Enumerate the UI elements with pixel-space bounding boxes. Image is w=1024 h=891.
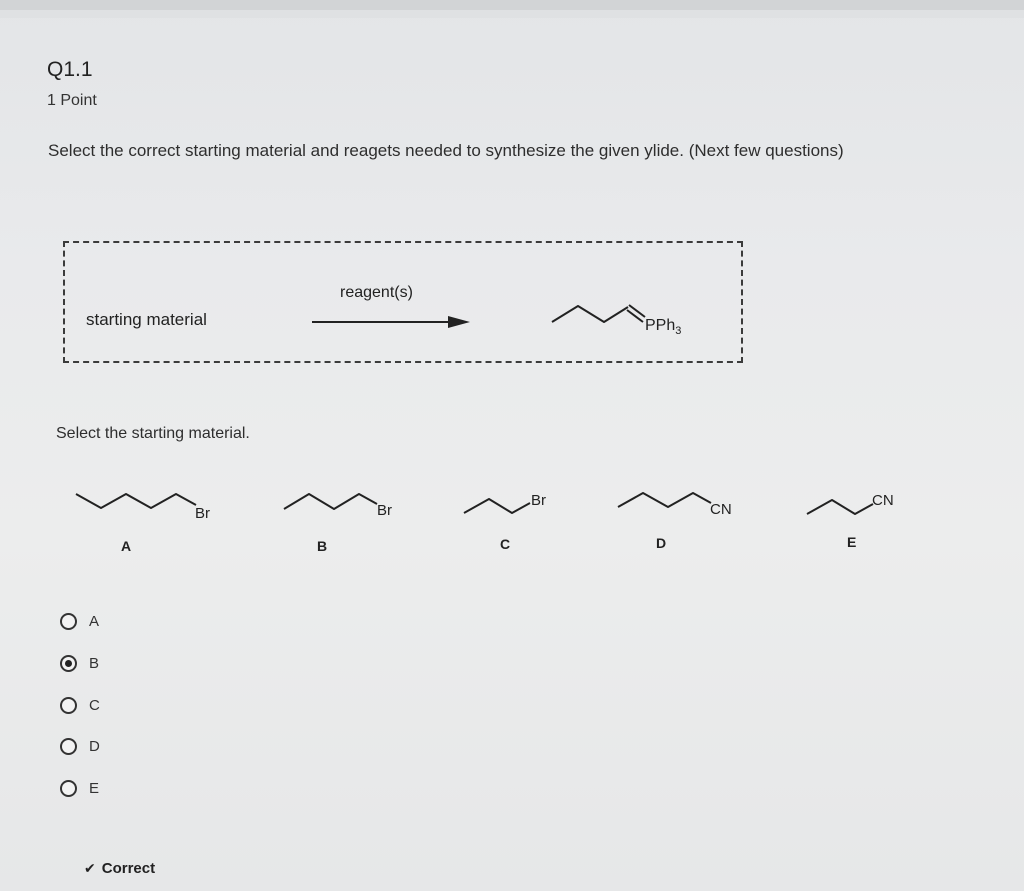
reagent-label: reagent(s) bbox=[340, 284, 413, 301]
feedback-label: Correct bbox=[101, 860, 156, 877]
option-b[interactable] bbox=[60, 652, 99, 674]
structure-e bbox=[807, 500, 873, 514]
question-points: 1 Point bbox=[47, 92, 97, 109]
question-prompt: Select the correct starting material and reagets needed to synthesize the given ylide. (Next few questions) bbox=[48, 141, 844, 160]
option-a[interactable] bbox=[60, 610, 99, 632]
feedback-correct bbox=[84, 860, 155, 877]
structure-d-group: CN bbox=[710, 501, 732, 518]
top-bar-shadow bbox=[0, 10, 1024, 18]
structure-a-group: Br bbox=[195, 505, 210, 522]
structure-e-letter: E bbox=[847, 534, 857, 550]
option-c[interactable] bbox=[60, 694, 100, 716]
structure-c-group: Br bbox=[531, 492, 546, 509]
starting-material-label: starting material bbox=[86, 310, 207, 329]
radio-button-selected[interactable] bbox=[60, 655, 77, 672]
structure-a-letter: A bbox=[121, 538, 132, 554]
structure-a bbox=[76, 494, 196, 508]
option-label: E bbox=[89, 779, 100, 797]
option-e[interactable] bbox=[60, 777, 99, 799]
check-icon: ✔ bbox=[84, 860, 96, 876]
structure-c bbox=[464, 499, 530, 513]
question-number: Q1.1 bbox=[47, 58, 93, 81]
radio-button[interactable] bbox=[60, 738, 77, 755]
structure-e-group: CN bbox=[872, 492, 894, 509]
radio-button[interactable] bbox=[60, 613, 77, 630]
structure-d bbox=[618, 493, 711, 507]
radio-button[interactable] bbox=[60, 697, 77, 714]
structure-b-group: Br bbox=[377, 502, 392, 519]
top-bar bbox=[0, 0, 1024, 10]
ylide-pph3-label: PPh$_3$ bbox=[645, 317, 682, 337]
reaction-scheme-box bbox=[63, 241, 743, 363]
option-d[interactable] bbox=[60, 735, 100, 757]
structure-b bbox=[284, 494, 377, 509]
option-label: C bbox=[89, 696, 100, 714]
option-label: B bbox=[89, 654, 100, 672]
structure-b-letter: B bbox=[317, 538, 328, 554]
option-label: D bbox=[89, 737, 100, 755]
structure-c-letter: C bbox=[500, 536, 511, 552]
radio-button[interactable] bbox=[60, 780, 77, 797]
structure-d-letter: D bbox=[656, 535, 667, 551]
subprompt: Select the starting material. bbox=[56, 425, 250, 442]
option-label: A bbox=[89, 612, 100, 630]
